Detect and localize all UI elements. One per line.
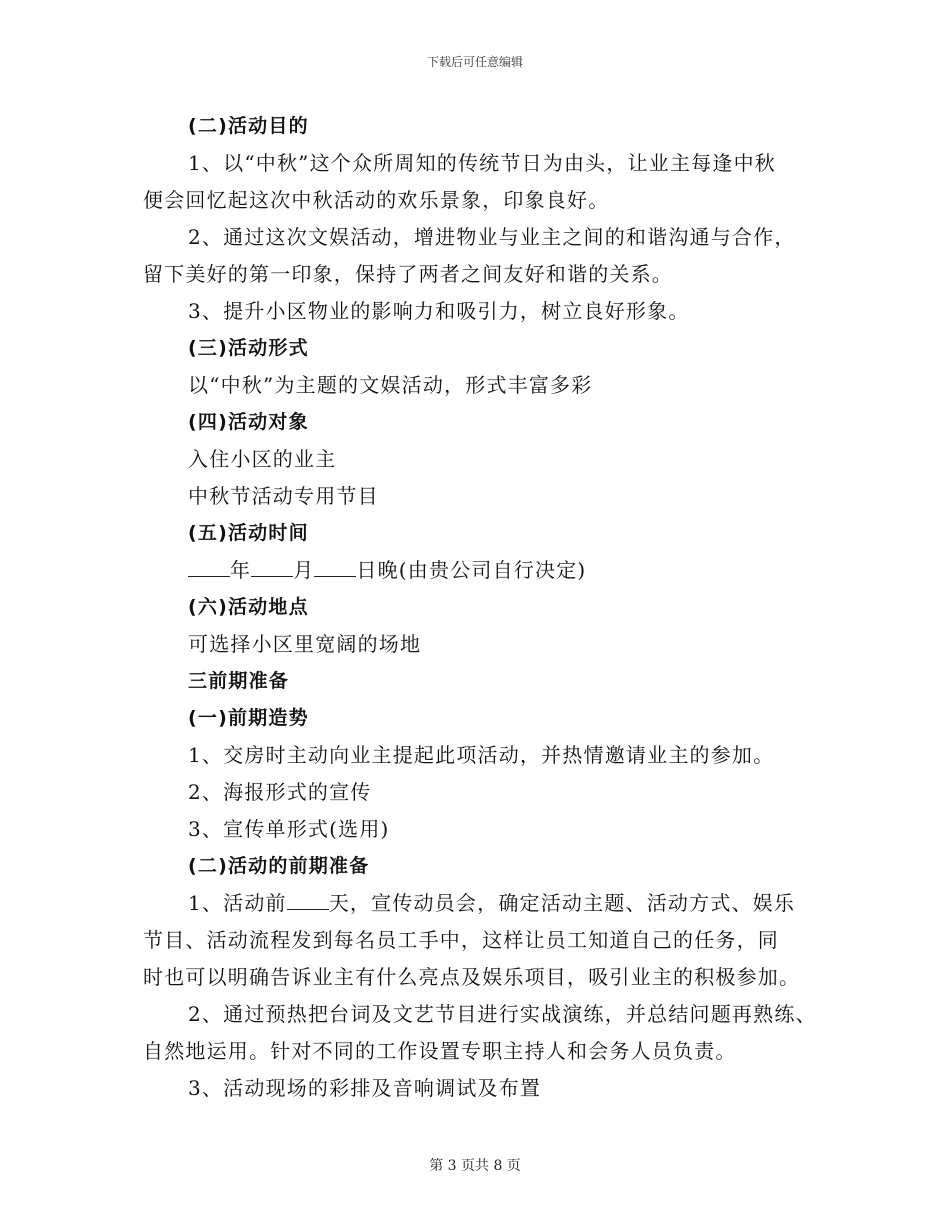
fill-in-blank — [251, 558, 293, 577]
paragraph-line: 留下美好的第一印象，保持了两者之间友好和谐的关系。 — [143, 262, 673, 286]
paragraph-line: 2、通过预热把台词及文艺节目进行实战演练，并总结问题再熟练、 — [188, 1002, 817, 1026]
text-fragment: 年 — [230, 558, 252, 582]
section-heading: (三)活动形式 — [188, 337, 309, 359]
text-fragment: 日晚(由贵公司自行决定) — [356, 558, 587, 582]
fill-in-blank — [188, 558, 230, 577]
document-body — [143, 108, 833, 1107]
paragraph-line: 3、提升小区物业的影响力和吸引力，树立良好形象。 — [188, 299, 690, 323]
paragraph-line: 时也可以明确告诉业主有什么亮点及娱乐项目，吸引业主的积极参加。 — [143, 965, 801, 989]
paragraph-line: 以“中秋”为主题的文娱活动，形式丰富多彩 — [188, 373, 593, 397]
paragraph-line — [143, 552, 833, 589]
text-fragment: 1、活动前 — [188, 891, 287, 915]
paragraph-line: 便会回忆起这次中秋活动的欢乐景象，印象良好。 — [143, 188, 610, 212]
text-fragment: 月 — [293, 558, 315, 582]
paragraph-line: 入住小区的业主 — [188, 447, 337, 471]
fill-in-blank — [287, 891, 329, 910]
paragraph-line: 2、通过这次文娱活动，增进物业与业主之间的和谐沟通与合作， — [188, 225, 796, 249]
section-heading: (四)活动对象 — [188, 411, 309, 433]
paragraph-line: 1、以“中秋”这个众所周知的传统节日为由头，让业主每逢中秋 — [188, 151, 776, 175]
fill-in-blank — [314, 558, 356, 577]
page-footer: 第 3 页共 8 页 — [429, 1158, 521, 1174]
section-heading: 三前期准备 — [188, 670, 290, 692]
section-heading: (五)活动时间 — [188, 522, 309, 544]
paragraph-line: 可选择小区里宽阔的场地 — [188, 632, 422, 656]
paragraph-line: 1、交房时主动向业主提起此项活动，并热情邀请业主的参加。 — [188, 743, 775, 767]
paragraph-line: 节目、活动流程发到每名员工手中，这样让员工知道自己的任务，同 — [143, 928, 779, 952]
paragraph-line: 3、活动现场的彩排及音响调试及布置 — [188, 1076, 542, 1100]
section-heading: (二)活动目的 — [188, 115, 309, 137]
section-heading: (二)活动的前期准备 — [188, 855, 370, 877]
section-heading: (六)活动地点 — [188, 596, 309, 618]
paragraph-line: 3、宣传单形式(选用) — [188, 817, 390, 841]
paragraph-line — [143, 885, 833, 922]
paragraph-line: 中秋节活动专用节目 — [188, 484, 379, 508]
page-header: 下载后可任意编辑 — [426, 55, 523, 69]
paragraph-line: 自然地运用。针对不同的工作设置专职主持人和会务人员负责。 — [143, 1039, 737, 1063]
text-fragment: 天，宣传动员会，确定活动主题、活动方式、娱乐 — [328, 891, 796, 915]
section-heading: (一)前期造势 — [188, 707, 309, 729]
paragraph-line: 2、海报形式的宣传 — [188, 780, 372, 804]
